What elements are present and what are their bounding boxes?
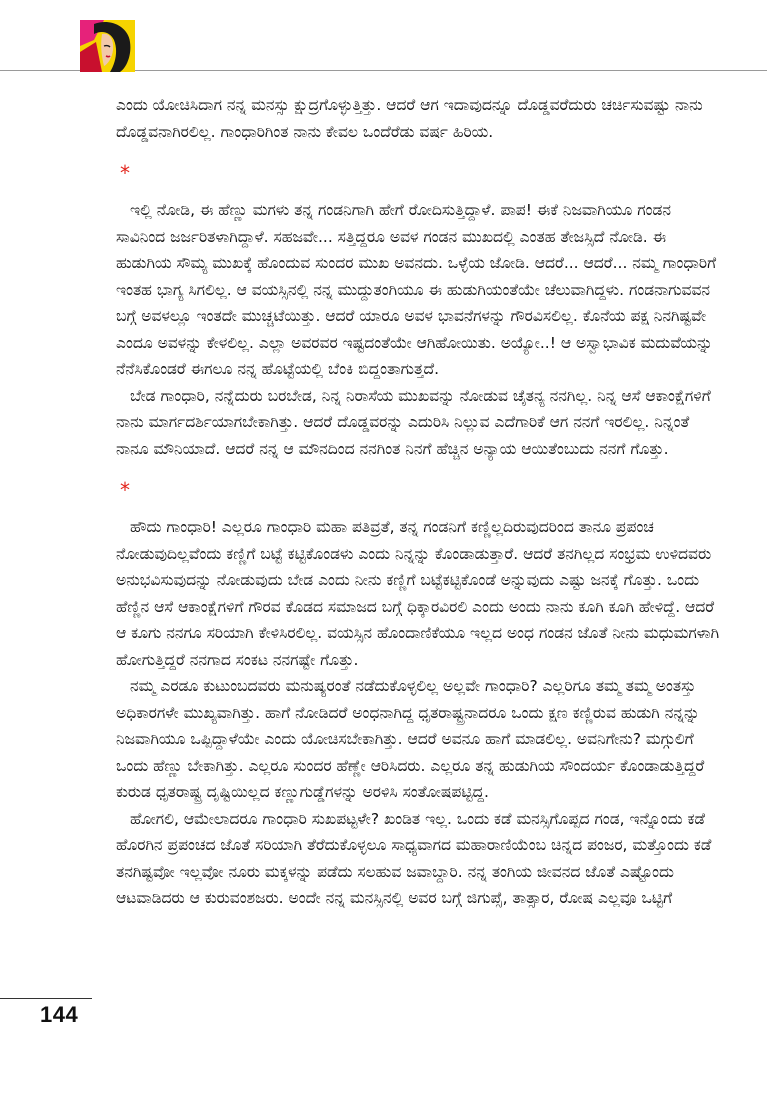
page-number: 144 <box>40 1002 79 1027</box>
paragraph: ಹೌದು ಗಾಂಧಾರಿ! ಎಲ್ಲರೂ ಗಾಂಧಾರಿ ಮಹಾ ಪತಿವ್ರತೆ, ತನ್ನ ಗಂಡನಿಗೆ ಕಣ್ಣಿಲ್ಲದಿರುವುದರಿಂದ ತಾನೂ ಪ್ರಪಂಚ ನೋಡುವುದಿಲ್ಲವೆಂದು ಕಣ್ಣಿಗೆ ಬಟ್ಟೆ ಕಟ್ಟಿಕೊಂಡಳು ಎಂದು ನಿನ್ನನ್ನು ಕೊಂಡಾಡುತ್ತಾರೆ. ಆದರೆ ತನಗಿಲ್ಲದ ಸಂಭ್ರಮ ಉಳಿದವರು ಅನುಭವಿಸುವುದನ್ನು ನೋಡುವುದು ಬೇಡ ಎಂದು ನೀನು ಕಣ್ಣಿಗೆ ಬಟ್ಟೆಕಟ್ಟಿಕೊಂಡೆ ಅನ್ನುವುದು ಎಷ್ಟು ಜನಕ್ಕೆ ಗೊತ್ತು. ಒಂದು ಹೆಣ್ಣಿನ ಆಸೆ ಆಕಾಂಕ್ಷೆಗಳಿಗೆ ಗೌರವ ಕೊಡದ ಸಮಾಜದ ಬಗ್ಗೆ ಧಿಕ್ಕಾರವಿರಲಿ ಎಂದು ಅಂದು ನಾನು ಕೂಗಿ ಕೂಗಿ ಹೇಳಿದ್ದೆ. ಆದರೆ ಆ ಕೂಗು ನನಗೂ ಸರಿಯಾಗಿ ಕೇಳಿಸಿರಲಿಲ್ಲ. ವಯಸ್ಸಿನ ಹೊಂದಾಣಿಕೆಯೂ ಇಲ್ಲದ ಅಂಧ ಗಂಡನ ಜೊತೆ ನೀನು ಮಧುಮಗಳಾಗಿ ಹೋಗುತ್ತಿದ್ದರೆ ನನಗಾದ ಸಂಕಟ ನನಗಷ್ಟೇ ಗೊತ್ತು. <box>116 518 720 669</box>
main-text <box>116 92 721 912</box>
section-separator: * <box>120 161 130 185</box>
paragraph: ನಮ್ಮ ಎರಡೂ ಕುಟುಂಬದವರು ಮನುಷ್ಯರಂತೆ ನಡೆದುಕೊಳ್ಳಲಿಲ್ಲ ಅಲ್ಲವೇ ಗಾಂಧಾರಿ? ಎಲ್ಲರಿಗೂ ತಮ್ಮ ತಮ್ಮ ಅಂತಸ್ತು ಅಧಿಕಾರಗಳೇ ಮುಖ್ಯವಾಗಿತ್ತು. ಹಾಗೆ ನೋಡಿದರೆ ಅಂಧನಾಗಿದ್ದ ಧೃತರಾಷ್ಟ್ರನಾದರೂ ಒಂದು ಕ್ಷಣ ಕಣ್ಣಿರುವ ಹುಡುಗಿ ನನ್ನನ್ನು ನಿಜವಾಗಿಯೂ ಒಪ್ಪಿದ್ದಾಳೆಯೇ ಎಂದು ಯೋಚಿಸಬೇಕಾಗಿತ್ತು. ಆದರೆ ಅವನೂ ಹಾಗೆ ಮಾಡಲಿಲ್ಲ. ಅವನಿಗೇನು? ಮಗ್ಗುಲಿಗೆ ಒಂದು ಹೆಣ್ಣು ಬೇಕಾಗಿತ್ತು. ಎಲ್ಲರೂ ಸುಂದರ ಹೆಣ್ಣೇ ಆರಿಸಿದರು. ಎಲ್ಲರೂ ತನ್ನ ಹುಡುಗಿಯ ಸೌಂದರ್ಯ ಕೊಂಡಾಡುತ್ತಿದ್ದರೆ ಕುರುಡ ಧೃತರಾಷ್ಟ್ರ ದೃಷ್ಟಿಯಿಲ್ಲದ ಕಣ್ಣುಗುಡ್ಡೆಗಳನ್ನು ಅರಳಿಸಿ ಸಂತೋಷಪಟ್ಟಿದ್ದ. <box>116 677 705 801</box>
footer-rule <box>0 998 92 999</box>
paragraph: ಹೋಗಲಿ, ಆಮೇಲಾದರೂ ಗಾಂಧಾರಿ ಸುಖಪಟ್ಟಳೇ? ಖಂಡಿತ ಇಲ್ಲ. ಒಂದು ಕಡೆ ಮನಸ್ಸಿಗೊಪ್ಪದ ಗಂಡ, ಇನ್ನೊಂದು ಕಡೆ ಹೊರಗಿನ ಪ್ರಪಂಚದ ಜೊತೆ ಸರಿಯಾಗಿ ತೆರೆದುಕೊಳ್ಳಲೂ ಸಾಧ್ಯವಾಗದ ಮಹಾರಾಣಿಯೆಂಬ ಚಿನ್ನದ ಪಂಜರ, ಮತ್ತೊಂದು ಕಡೆ ತನಗಿಷ್ಟವೋ ಇಲ್ಲವೋ ನೂರು ಮಕ್ಕಳನ್ನು ಪಡೆದು ಸಲಹುವ ಜವಾಬ್ದಾರಿ. ನನ್ನ ತಂಗಿಯ ಜೀವನದ ಜೊತೆ ಎಷ್ಟೊಂದು ಆಟವಾಡಿದರು ಆ ಕುರುವಂಶಜರು. ಅಂದೇ ನನ್ನ ಮನಸ್ಸಿನಲ್ಲಿ ಅವರ ಬಗ್ಗೆ ಜಿಗುಪ್ಸೆ, ತಾತ್ಸಾರ, ರೋಷ ಎಲ್ಲವೂ ಒಟ್ಟಿಗೆ <box>116 809 712 907</box>
section-separator: * <box>120 478 130 502</box>
woman-portrait-logo-icon <box>80 20 135 72</box>
paragraph: ಇಲ್ಲಿ ನೋಡಿ, ಈ ಹೆಣ್ಣು ಮಗಳು ತನ್ನ ಗಂಡನಿಗಾಗಿ ಹೇಗೆ ರೋದಿಸುತ್ತಿದ್ದಾಳೆ. ಪಾಪ! ಈಕೆ ನಿಜವಾಗಿಯೂ ಗಂಡನ ಸಾವಿನಿಂದ ಜರ್ಜರಿತಳಾಗಿದ್ದಾಳೆ. ಸಹಜವೇ... ಸತ್ತಿದ್ದರೂ ಅವಳ ಗಂಡನ ಮುಖದಲ್ಲಿ ಎಂತಹ ತೇಜಸ್ಸಿದೆ ನೋಡಿ. ಈ ಹುಡುಗಿಯ ಸೌಮ್ಯ ಮುಖಕ್ಕೆ ಹೊಂದುವ ಸುಂದರ ಮುಖ ಅವನದು. ಒಳ್ಳೆಯ ಜೋಡಿ. ಆದರೆ... ಆದರೆ... ನಮ್ಮ ಗಾಂಧಾರಿಗೆ ಇಂತಹ ಭಾಗ್ಯ ಸಿಗಲಿಲ್ಲ. ಆ ವಯಸ್ಸಿನಲ್ಲಿ ನನ್ನ ಮುದ್ದುತಂಗಿಯೂ ಈ ಹುಡುಗಿಯಂತೆಯೇ ಚೆಲುವಾಗಿದ್ದಳು. ಗಂಡನಾಗುವವನ ಬಗ್ಗೆ ಅವಳಲ್ಲೂ ಇಂತದೇ ಮುಚ್ಚಟೆಯಿತ್ತು. ಆದರೆ ಯಾರೂ ಅವಳ ಭಾವನೆಗಳನ್ನು ಗೌರವಿಸಲಿಲ್ಲ. ಕೊನೆಯ ಪಕ್ಷ ನಿನಗಿಷ್ಟವೇ ಎಂದೂ ಅವಳನ್ನು ಕೇಳಲಿಲ್ಲ. ಎಲ್ಲಾ ಅವರವರ ಇಷ್ಟದಂತೆಯೇ ಆಗಿಹೋಯಿತು. ಅಯ್ಯೋ..! ಆ ಅಸ್ವಾಭಾವಿಕ ಮದುವೆಯನ್ನು ನೆನೆಸಿಕೊಂಡರೆ ಈಗಲೂ ನನ್ನ ಹೊಟ್ಟೆಯಲ್ಲಿ ಬೆಂಕಿ ಬಿದ್ದಂತಾಗುತ್ತದೆ. <box>116 201 717 378</box>
paragraph: ಬೇಡ ಗಾಂಧಾರಿ, ನನ್ನೆದುರು ಬರಬೇಡ, ನಿನ್ನ ನಿರಾಸೆಯ ಮುಖವನ್ನು ನೋಡುವ ಚೈತನ್ಯ ನನಗಿಲ್ಲ. ನಿನ್ನ ಆಸೆ ಆಕಾಂಕ್ಷೆಗಳಿಗೆ ನಾನು ಮಾರ್ಗದರ್ಶಿಯಾಗಬೇಕಾಗಿತ್ತು. ಆದರೆ ದೊಡ್ಡವರನ್ನು ಎದುರಿಸಿ ನಿಲ್ಲುವ ಎದೆಗಾರಿಕೆ ಆಗ ನನಗೆ ಇರಲಿಲ್ಲ. ನಿನ್ನಂತೆ ನಾನೂ ಮೌನಿಯಾದೆ. ಆದರೆ ನನ್ನ ಆ ಮೌನದಿಂದ ನನಗಿಂತ ನಿನಗೆ ಹೆಚ್ಚಿನ ಅನ್ಯಾಯ ಆಯಿತೆಂಬುದು ನನಗೆ ಗೊತ್ತು. <box>116 386 711 458</box>
paragraph: ಎಂದು ಯೋಚಿಸಿದಾಗ ನನ್ನ ಮನಸ್ಸು ಕ್ಷುದ್ರಗೊಳ್ಳುತ್ತಿತ್ತು. ಆದರೆ ಆಗ ಇದಾವುದನ್ನೂ ದೊಡ್ಡವರೆದುರು ಚರ್ಚಿಸುವಷ್ಟು ನಾನು ದೊಡ್ಡವನಾಗಿರಲಿಲ್ಲ. ಗಾಂಧಾರಿಗಿಂತ ನಾನು ಕೇವಲ ಒಂದೆರೆಡು ವರ್ಷ ಹಿರಿಯ. <box>116 96 703 141</box>
